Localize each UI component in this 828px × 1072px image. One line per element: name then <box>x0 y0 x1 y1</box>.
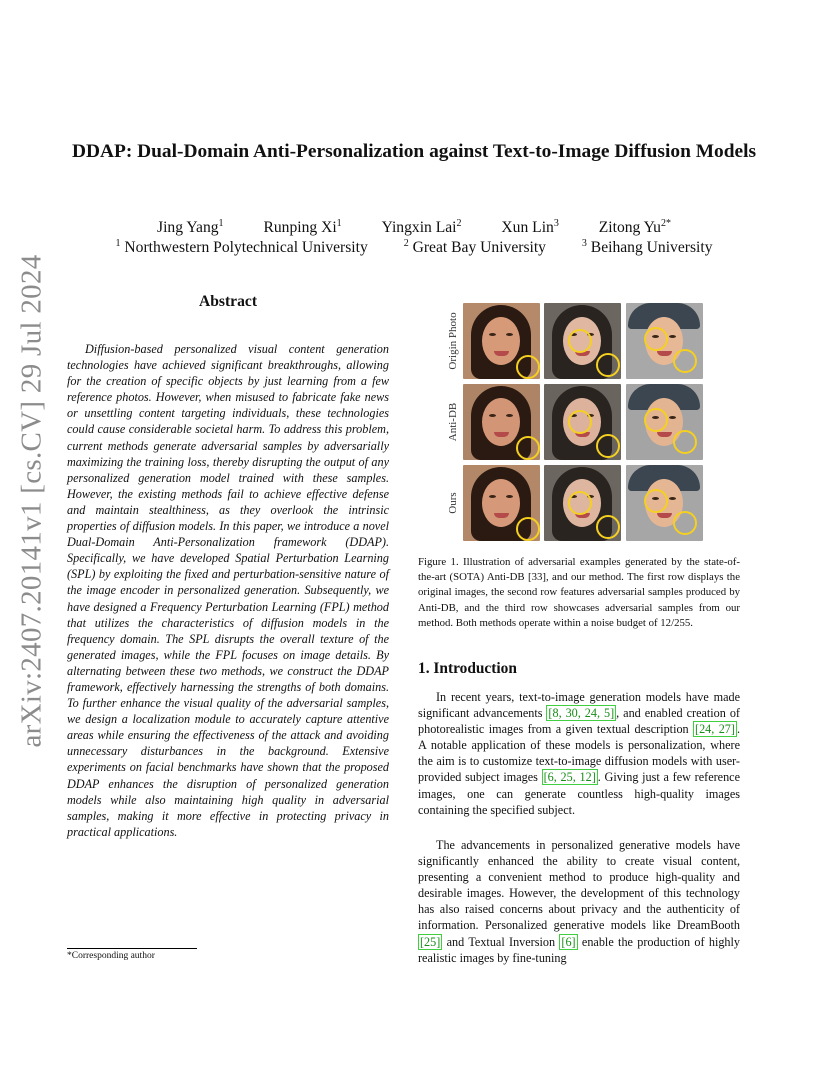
citation-link[interactable]: [8, 30, 24, 5] <box>548 706 615 721</box>
author-list <box>60 218 768 238</box>
footnote-divider <box>67 948 197 949</box>
author: Xun Lin$^3$ <box>501 218 559 236</box>
affiliation: $^2$ Great Bay University <box>403 238 546 256</box>
face-image <box>544 303 621 379</box>
face-image <box>626 384 703 460</box>
citation-link[interactable]: [6, 25, 12] <box>543 770 596 785</box>
face-image <box>544 465 621 541</box>
face-image <box>463 384 540 460</box>
abstract-text: Diffusion-based personalized visual content generation technologies have achieved significant breakthroughs, allowing for the creation of specific objects by just learning from a few reference photos. However, when misused to fabricate fake news or unsettling content targeting individuals, these technologies could cause considerable societal harm. To address this problem, current methods generate adversarial samples by adversarially maximizing the training loss, thereby disrupting the output of any personalized generation model trained with these samples. However, the existing methods fail to achieve effective defense and maintain stealthiness, as they overlook the intrinsic properties of diffusion models. In this paper, we introduce a novel Dual-Domain Anti-Personalization framework (DDAP). Specifically, we have developed Spatial Perturbation Learning (SPL) by exploiting the fixed and perturbation-sensitive nature of the image encoder in personalized generation. Subsequently, we have designed a Frequency Perturbation Learning (FPL) method that utilizes the characteristics of diffusion models in the frequency domain. The SPL disrupts the overall texture of the generated images, while the FPL focuses on image details. By alternating between these two methods, we construct the DDAP framework, effectively harnessing the strengths of both domains. To further enhance the visual quality of the adversarial samples, we design a localization module to accurately capture attentive areas while ensuring the effectiveness of the attack and avoiding unnecessary disturbances in the background. Extensive experiments on facial benchmarks have shown that the proposed DDAP enhances the disruption of personalized generation models while also maintaining high quality in adversarial samples, making it more effective in protecting privacy in practical applications. <box>67 342 389 839</box>
citation-link[interactable]: [25] <box>420 934 441 949</box>
author: Zitong $Yu^{2*}$ <box>598 218 671 236</box>
intro-paragraph-2: The advancements in personalized generative models have significantly enhanced the ability to create visual content, presenting a convenient method to produce high-quality and desirable images. However, the development of this technology has also raised concerns about privacy and the authenticity of information. Personalized generative models like DreamBooth [25] and Textual Inversion [6] enable the production of highly realistic images by fine-tuning <box>418 838 741 965</box>
citation-link[interactable]: [6] <box>561 934 576 949</box>
affiliation: $^3$ Beihang University <box>581 238 713 256</box>
author-block <box>60 218 768 258</box>
author: Runping Xi$^1$ <box>263 218 342 236</box>
section-heading: 1. Introduction <box>418 660 517 677</box>
face-image <box>463 465 540 541</box>
figure-1 <box>418 300 740 545</box>
row-label-antidb: Anti-DB <box>447 402 459 442</box>
face-image <box>544 384 621 460</box>
affiliation: $^1$ Northwestern Polytechnical University <box>115 238 368 256</box>
citation-link[interactable]: [24, 27] <box>695 722 735 737</box>
paper-title: DDAP: Dual-Domain Anti-Personalization against Text-to-Image Diffusion Models <box>71 141 757 162</box>
intro-paragraph-1: In recent years, text-to-image generation models have made significant advancements [8, 30, 24, 5] , and enabled creation of photorealistic images from a given textual description [24, 27] . A notable application of these models is personalization, where the aim is to customize text-to-image diffusion models with user-provided subject images [6, 25, 12] . Giving just a few reference images, one can generate countless high-quality images containing the specified subject. <box>418 690 740 817</box>
row-label-ours: Ours <box>447 492 459 514</box>
author: Yingxin Lai$^2$ <box>381 218 462 236</box>
face-image <box>463 303 540 379</box>
arxiv-identifier: arXiv:2407.20141v1 [cs.CV] 29 Jul 2024 <box>15 254 48 748</box>
face-image <box>626 303 703 379</box>
footnote: *Corresponding author <box>67 951 155 961</box>
affiliation-list <box>60 238 768 258</box>
face-image <box>626 465 703 541</box>
author: Jing Yang$^1$ <box>157 218 224 236</box>
abstract-heading: Abstract <box>198 293 258 310</box>
row-label-origin: Origin Photo <box>447 312 459 370</box>
figure-caption: Figure 1. Illustration of adversarial examples generated by the state-of-the-art (SOTA) Anti-DB [33], and our method. The first row displays the original images, the second row features adversarial samples produced by Anti-DB, and the third row showcases adversarial samples from our method. Both methods operate within a noise budget of 12/255. <box>418 556 740 629</box>
